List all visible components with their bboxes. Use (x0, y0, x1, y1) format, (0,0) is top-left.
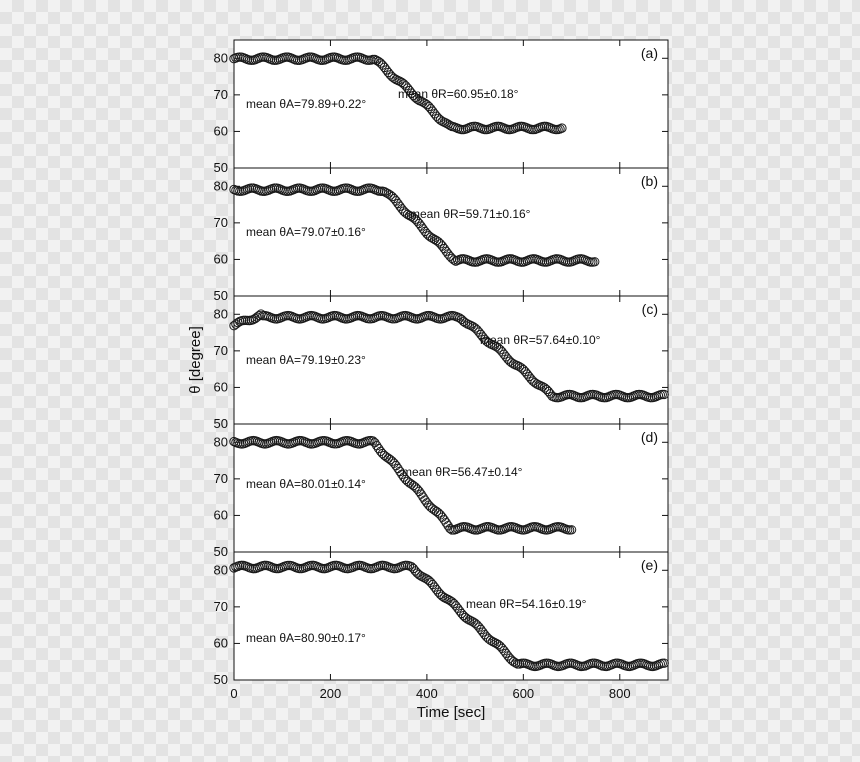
panel-label: (c) (641, 301, 658, 317)
y-tick-label: 70 (213, 214, 228, 230)
advancing-angle-annotation: mean θA=80.90±0.17° (246, 631, 366, 645)
contact-angle-figure (180, 32, 680, 732)
y-tick-label: 80 (213, 178, 228, 194)
y-tick-label: 80 (213, 306, 228, 322)
y-tick-label: 60 (213, 379, 228, 395)
advancing-angle-annotation: mean θA=79.07±0.16° (246, 225, 366, 239)
receding-angle-annotation: mean θR=54.16±0.19° (466, 597, 587, 611)
y-tick-label: 60 (213, 507, 228, 523)
panel-label: (b) (640, 173, 658, 189)
panel-4 (214, 424, 668, 559)
y-tick-label: 80 (213, 50, 228, 66)
y-tick-label: 70 (213, 86, 228, 102)
y-tick-label: 60 (213, 123, 228, 139)
receding-angle-annotation: mean θR=60.95±0.18° (398, 87, 519, 101)
advancing-angle-annotation: mean θA=79.89+0.22° (246, 97, 367, 111)
receding-angle-annotation: mean θR=57.64±0.10° (480, 333, 601, 347)
y-tick-label: 50 (213, 416, 228, 431)
y-tick-label: 50 (213, 672, 228, 687)
panel-label: (d) (640, 429, 658, 445)
y-tick-label: 50 (213, 544, 228, 559)
receding-angle-annotation: mean θR=59.71±0.16° (410, 207, 531, 221)
x-axis-title: Time [sec] (416, 704, 486, 721)
panel-3 (214, 296, 669, 431)
y-axis-title: θ [degree] (187, 326, 204, 394)
x-tick-label: 200 (319, 686, 342, 701)
y-tick-label: 70 (213, 470, 228, 486)
panel-label: (e) (640, 557, 658, 573)
y-tick-label: 50 (213, 288, 228, 303)
x-tick-label: 0 (230, 686, 238, 701)
chart-svg (180, 32, 680, 732)
x-tick-label: 600 (512, 686, 535, 701)
advancing-angle-annotation: mean θA=79.19±0.23° (246, 353, 366, 367)
y-tick-label: 50 (213, 160, 228, 175)
y-tick-label: 60 (213, 251, 228, 267)
x-tick-label: 400 (416, 686, 438, 701)
receding-angle-annotation: mean θR=56.47±0.14° (402, 465, 523, 479)
y-tick-label: 70 (213, 598, 228, 614)
panel-5 (214, 552, 669, 687)
panel-frame (234, 552, 668, 680)
advancing-angle-annotation: mean θA=80.01±0.14° (246, 477, 366, 491)
y-tick-label: 80 (213, 434, 228, 450)
panel-1 (214, 40, 668, 175)
panel-2 (214, 168, 668, 303)
panel-label: (a) (640, 45, 658, 61)
x-tick-label: 800 (608, 686, 631, 701)
y-tick-label: 70 (213, 342, 228, 358)
y-tick-label: 60 (213, 635, 228, 651)
y-tick-label: 80 (213, 562, 228, 578)
